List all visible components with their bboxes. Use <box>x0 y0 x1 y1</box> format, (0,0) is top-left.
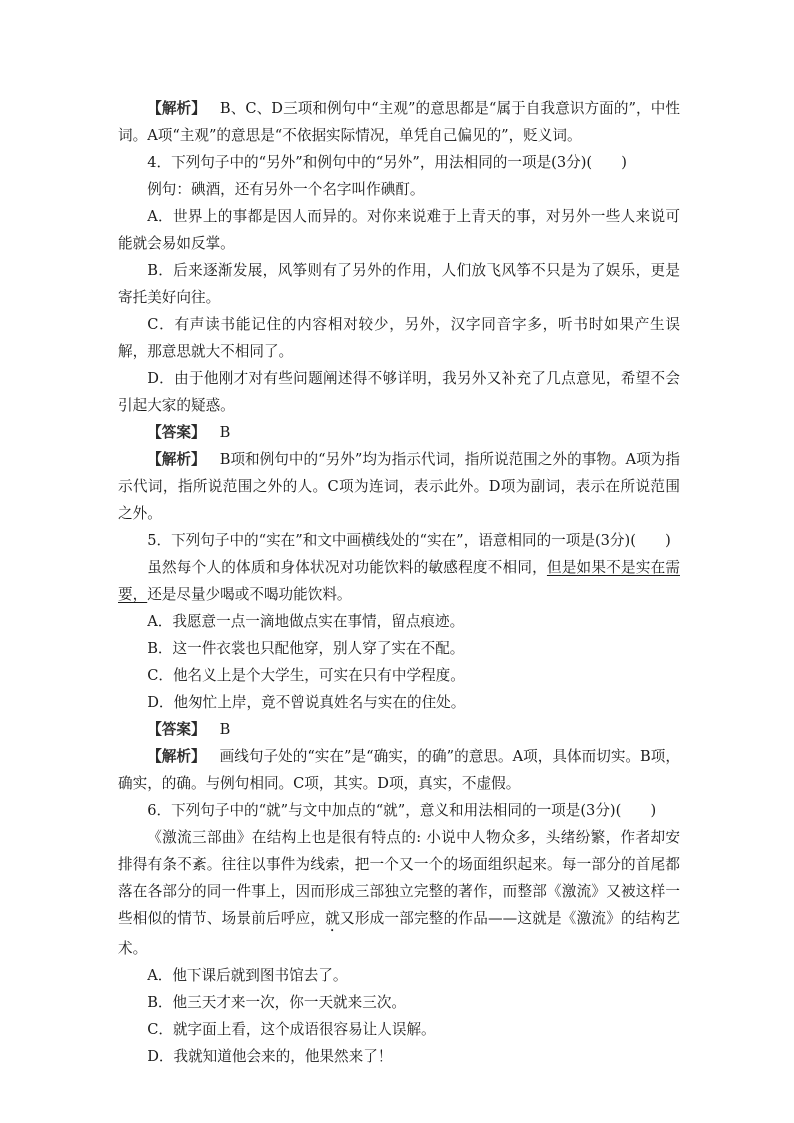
underlined-text: 但是如果不是实在需要， <box>118 559 680 603</box>
question-5-analysis <box>118 743 680 797</box>
answer-tag: 【答案】 <box>147 721 206 738</box>
question-4-example: 例句：碘酒，还有另外一个名字叫作碘酊。 <box>147 181 425 198</box>
analysis-text: 画线句子处的“实在”是“确实，的确”的意思。A项，具体而切实。B项，确实，的确。与例句相同。C项，其实。D项，真实，不虚假。 <box>118 748 680 792</box>
document-page <box>118 95 680 1070</box>
question-5-option-b: B．这一件衣裳也只配他穿，别人穿了实在不配。 <box>147 640 465 657</box>
question-5-option-a: A．我愿意一点一滴地做点实在事情，留点痕迹。 <box>147 613 465 630</box>
question-6-option-d: D．我就知道他会来的，他果然来了！ <box>147 1048 393 1065</box>
question-5-option-c: C．他名义上是个大学生，可实在只有中学程度。 <box>147 667 465 684</box>
question-6-passage <box>118 824 680 962</box>
question-4-option-d: D．由于他刚才对有些问题阐述得不够详明，我另外又补充了几点意见，希望不会引起大家的疑惑。 <box>118 370 680 414</box>
question-6-option-a: A．他下课后就到图书馆去了。 <box>147 967 348 984</box>
question-4-analysis <box>118 446 680 527</box>
analysis-tag: 【解析】 <box>147 748 206 765</box>
question-4-answer <box>118 419 680 446</box>
analysis-text: B、C、D三项和例句中“主观”的意思都是“属于自我意识方面的”，中性词。A项“主观”的意思是“不依据实际情况，单凭自己偏见的”，贬义词。 <box>118 100 680 144</box>
question-6-option-b: B．他三天才来一次，你一天就来三次。 <box>147 994 407 1011</box>
question-5-passage <box>118 554 680 608</box>
passage-text: 虽然每个人的体质和身体状况对功能饮料的敏感程度不相同， <box>147 559 547 576</box>
question-6-stem: 6．下列句子中的“就”与文中加点的“就”，意义和用法相同的一项是(3分)( ) <box>147 802 657 819</box>
analysis-tag: 【解析】 <box>147 100 206 117</box>
question-4-stem: 4．下列句子中的“另外”和例句中的“另外”，用法相同的一项是(3分)( ) <box>147 154 628 171</box>
analysis-paragraph <box>118 95 680 149</box>
question-5-answer <box>118 716 680 743</box>
question-5-stem: 5．下列句子中的“实在”和文中画横线处的“实在”，语意相同的一项是(3分)( ) <box>147 532 671 549</box>
answer-tag: 【答案】 <box>147 424 206 441</box>
passage-text: 《激流三部曲》在结构上也是很有特点的: 小说中人物众多，头绪纷繁，作者却安排得有条不紊。往往以事件为线索，把一个又一个的场面组织起来。每一部分的首尾都落在各部分的同一件事上，因而形成三部独立完整的著作，而整部《激流》又被这样一些相似的情节、场景前后呼应， <box>118 829 680 927</box>
analysis-tag: 【解析】 <box>147 451 206 468</box>
dotted-word: 就 <box>325 910 341 927</box>
question-6-option-c: C．就字面上看，这个成语很容易让人误解。 <box>147 1021 436 1038</box>
passage-text: 还是尽量少喝或不喝功能饮料。 <box>147 586 352 603</box>
analysis-text: B项和例句中的“另外”均为指示代词，指所说范围之外的事物。A项为指示代词，指所说范围之外的人。C项为连词，表示此外。D项为副词，表示在所说范围之外。 <box>118 451 680 522</box>
question-4-option-c: C．有声读书能记住的内容相对较少，另外，汉字同音字多，听书时如果产生误解，那意思就大不相同了。 <box>118 316 680 360</box>
passage-text: 又形成一部完整的作品——这就是《激流》的结构艺术。 <box>118 910 680 957</box>
question-5-option-d: D．他匆忙上岸，竟不曾说真姓名与实在的住处。 <box>147 694 466 711</box>
question-4-option-b: B．后来逐渐发展，风筝则有了另外的作用，人们放飞风筝不只是为了娱乐，更是寄托美好向往。 <box>118 262 680 306</box>
question-4-option-a: A．世界上的事都是因人而异的。对你来说难于上青天的事，对另外一些人来说可能就会易如反掌。 <box>118 208 680 252</box>
answer-value: B <box>219 721 231 738</box>
answer-value: B <box>219 424 231 441</box>
